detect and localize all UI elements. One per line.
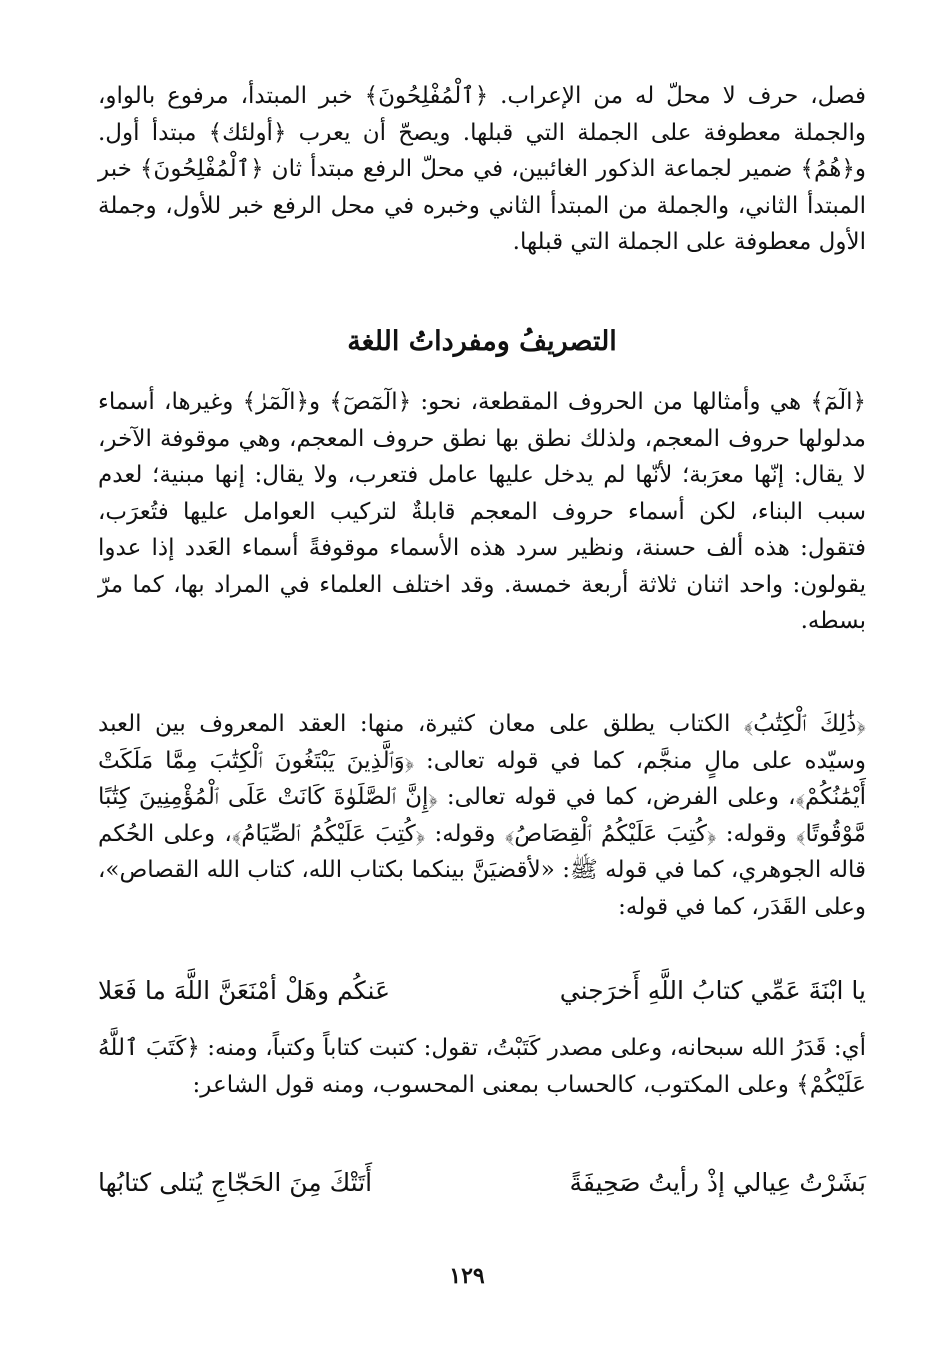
section-heading: التصريفُ ومفرداتُ اللغة [347, 326, 617, 357]
alif-lam-mim-paragraph: ﴿الٓمٓ﴾ هي وأمثالها من الحروف المقطعة، نحو: ﴿الٓمٓصٓ﴾ و﴿الٓمٓرٰ﴾ وغيرها، أسماء مدلولها حروف المعجم، ولذلك نطق بها نطق حروف المعجم، وهي موقوفة الآخر، لا يقال: إنّها معرَبة؛ لأنّها لم يدخل عليها عامل فتعرب، ولا يقال: إنها مبنية؛ لعدم سبب البناء، لكن أسماء حروف المعجم قابلةٌ لتركيب العوامل عليها فتُعرَب، فتقول: هذه ألف حسنة، ونظير سرد هذه الأسماء موقوفةً أسماء العَدد إذا عدوا يقولون: واحد اثنان ثلاثة أربعة خمسة. وقد اختلف العلماء في المراد بها، كما مرّ بسطه. [98, 389, 866, 634]
verse-2-second-hemistich: أَتَتْكَ مِنَ الحَجّاجِ يُتلى كتابُها [98, 1168, 373, 1197]
page-number: ١٢٩ [449, 1263, 485, 1289]
verse-1-second-hemistich: عَنكُم وهَلْ أمْنَعَنَّ اللَّهَ ما فَعَلا [98, 976, 390, 1005]
kitab-paragraph: ﴿ذَٰلِكَ ٱلْكِتَٰبُ﴾ الكتاب يطلق على معان كثيرة، منها: العقد المعروف بين العبد وسيّده على مالٍ منجَّم، كما في قوله تعالى: ﴿وَٱلَّذِينَ يَبْتَغُونَ ٱلْكِتَٰبَ مِمَّا مَلَكَتْ أَيْمَٰنُكُمْ﴾، وعلى الفرض، كما في قوله تعالى: ﴿إِنَّ ٱلصَّلَوٰةَ كَانَتْ عَلَى ٱلْمُؤْمِنِينَ كِتَٰبًا مَّوْقُوتًا﴾ وقوله: ﴿كُتِبَ عَلَيْكُمُ ٱلْقِصَاصُ﴾ وقوله: ﴿كُتِبَ عَلَيْكُمُ ٱلصِّيَامُ﴾، وعلى الحُكم قاله الجوهري، كما في قوله ﷺ: «لأقضيَنَّ بينكما بكتاب الله، كتاب الله القصاص»، وعلى القَدَر، كما في قوله: [98, 711, 866, 920]
qadar-paragraph: أي: قَدَرُ الله سبحانه، وعلى مصدر كَتَبْتُ، تقول: كتبت كتاباً وكتباً، ومنه: ﴿كَتَبَ ٱللَّهُ عَلَيْكُمْ﴾ وعلى المكتوب، كالحساب بمعنى المحسوب، ومنه قول الشاعر: [98, 1035, 866, 1098]
poetry-verse-1 [98, 969, 866, 1013]
poetry-verse-2 [98, 1161, 866, 1205]
verse-2-first-hemistich: بَشَرْتُ عِيالي إذْ رأيتُ صَحِيفَةً [569, 1168, 866, 1197]
grammar-paragraph: فصل، حرف لا محلّ له من الإعراب. ﴿ٱلْمُفْلِحُونَ﴾ خبر المبتدأ، مرفوع بالواو، والجملة معطوفة على الجملة التي قبلها. ويصحّ أن يعرب ﴿أولئك﴾ مبتدأ أول. و﴿هُمُ﴾ ضمير لجماعة الذكور الغائبين، في محلّ الرفع مبتدأ ثان ﴿ٱلْمُفْلِحُونَ﴾ خبر المبتدأ الثاني، والجملة من المبتدأ الثاني وخبره في محل الرفع خبر للأول، وجملة الأول معطوفة على الجملة التي قبلها. [98, 83, 866, 255]
verse-1-first-hemistich: يا ابْنَةَ عَمِّي كتابُ اللَّهِ أَخرَجني [559, 976, 866, 1005]
